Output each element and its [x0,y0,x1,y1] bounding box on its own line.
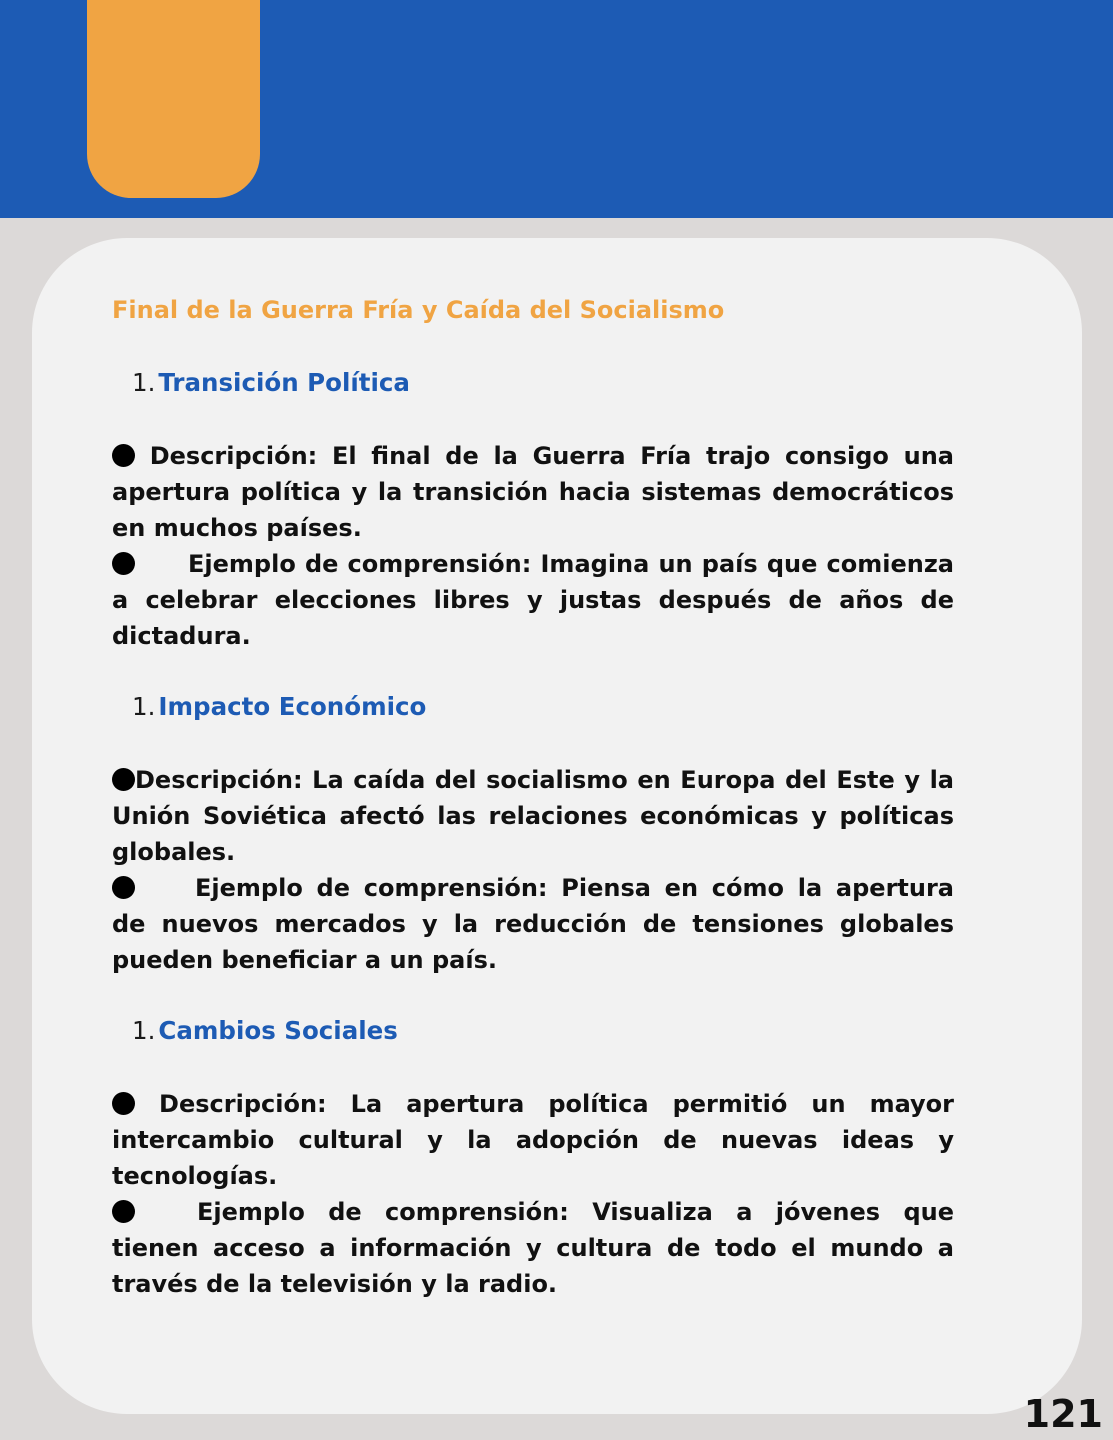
section-number: 1. [132,692,156,721]
bullet-icon [112,1092,135,1115]
section-heading-transicion-politica [132,368,410,397]
bullet-icon [112,444,135,467]
example-label: Ejemplo de comprensión: [188,550,532,578]
description-label: Descripción: [159,1090,327,1118]
description-paragraph [112,438,954,546]
description-text: El final de la Guerra Fría trajo consigo una apertura política y la transición hacia sistemas democráticos en muchos países. [112,442,954,542]
section-number: 1. [132,368,156,397]
section-heading-impacto-economico [132,692,426,721]
orange-tab-decoration [87,0,260,198]
document-title: Final de la Guerra Fría y Caída del Socialismo [112,296,725,324]
bullet-icon [112,876,135,899]
example-text: Visualiza a jóvenes que tienen acceso a información y cultura de todo el mundo a través de la televisión y la radio. [112,1198,954,1298]
bullet-icon [112,552,135,575]
description-text: La apertura política permitió un mayor intercambio cultural y la adopción de nuevas ideas y tecnologías. [112,1090,955,1190]
example-paragraph [112,1194,954,1302]
example-paragraph [112,870,954,978]
example-paragraph [112,546,954,654]
page-number: 121 [1023,1392,1103,1436]
section-heading-cambios-sociales [132,1016,398,1045]
bullet-icon [112,768,135,791]
section-title: Transición Política [158,368,410,397]
description-text: La caída del socialismo en Europa del Este y la Unión Soviética afectó las relaciones económicas y políticas globales. [112,766,954,866]
example-label: Ejemplo de comprensión: [197,1198,569,1226]
description-paragraph [112,1086,954,1194]
example-text: Piensa en cómo la apertura de nuevos mercados y la reducción de tensiones globales pueden beneficiar a un país. [112,874,954,974]
section-title: Cambios Sociales [158,1016,398,1045]
description-label: Descripción: [149,442,318,470]
description-label: Descripción: [135,766,303,794]
example-text: Imagina un país que comienza a celebrar elecciones libres y justas después de años de dictadura. [112,550,954,650]
description-paragraph [112,762,954,870]
section-title: Impacto Económico [158,692,427,721]
bullet-icon [112,1200,135,1223]
example-label: Ejemplo de comprensión: [195,874,548,902]
section-number: 1. [132,1016,156,1045]
